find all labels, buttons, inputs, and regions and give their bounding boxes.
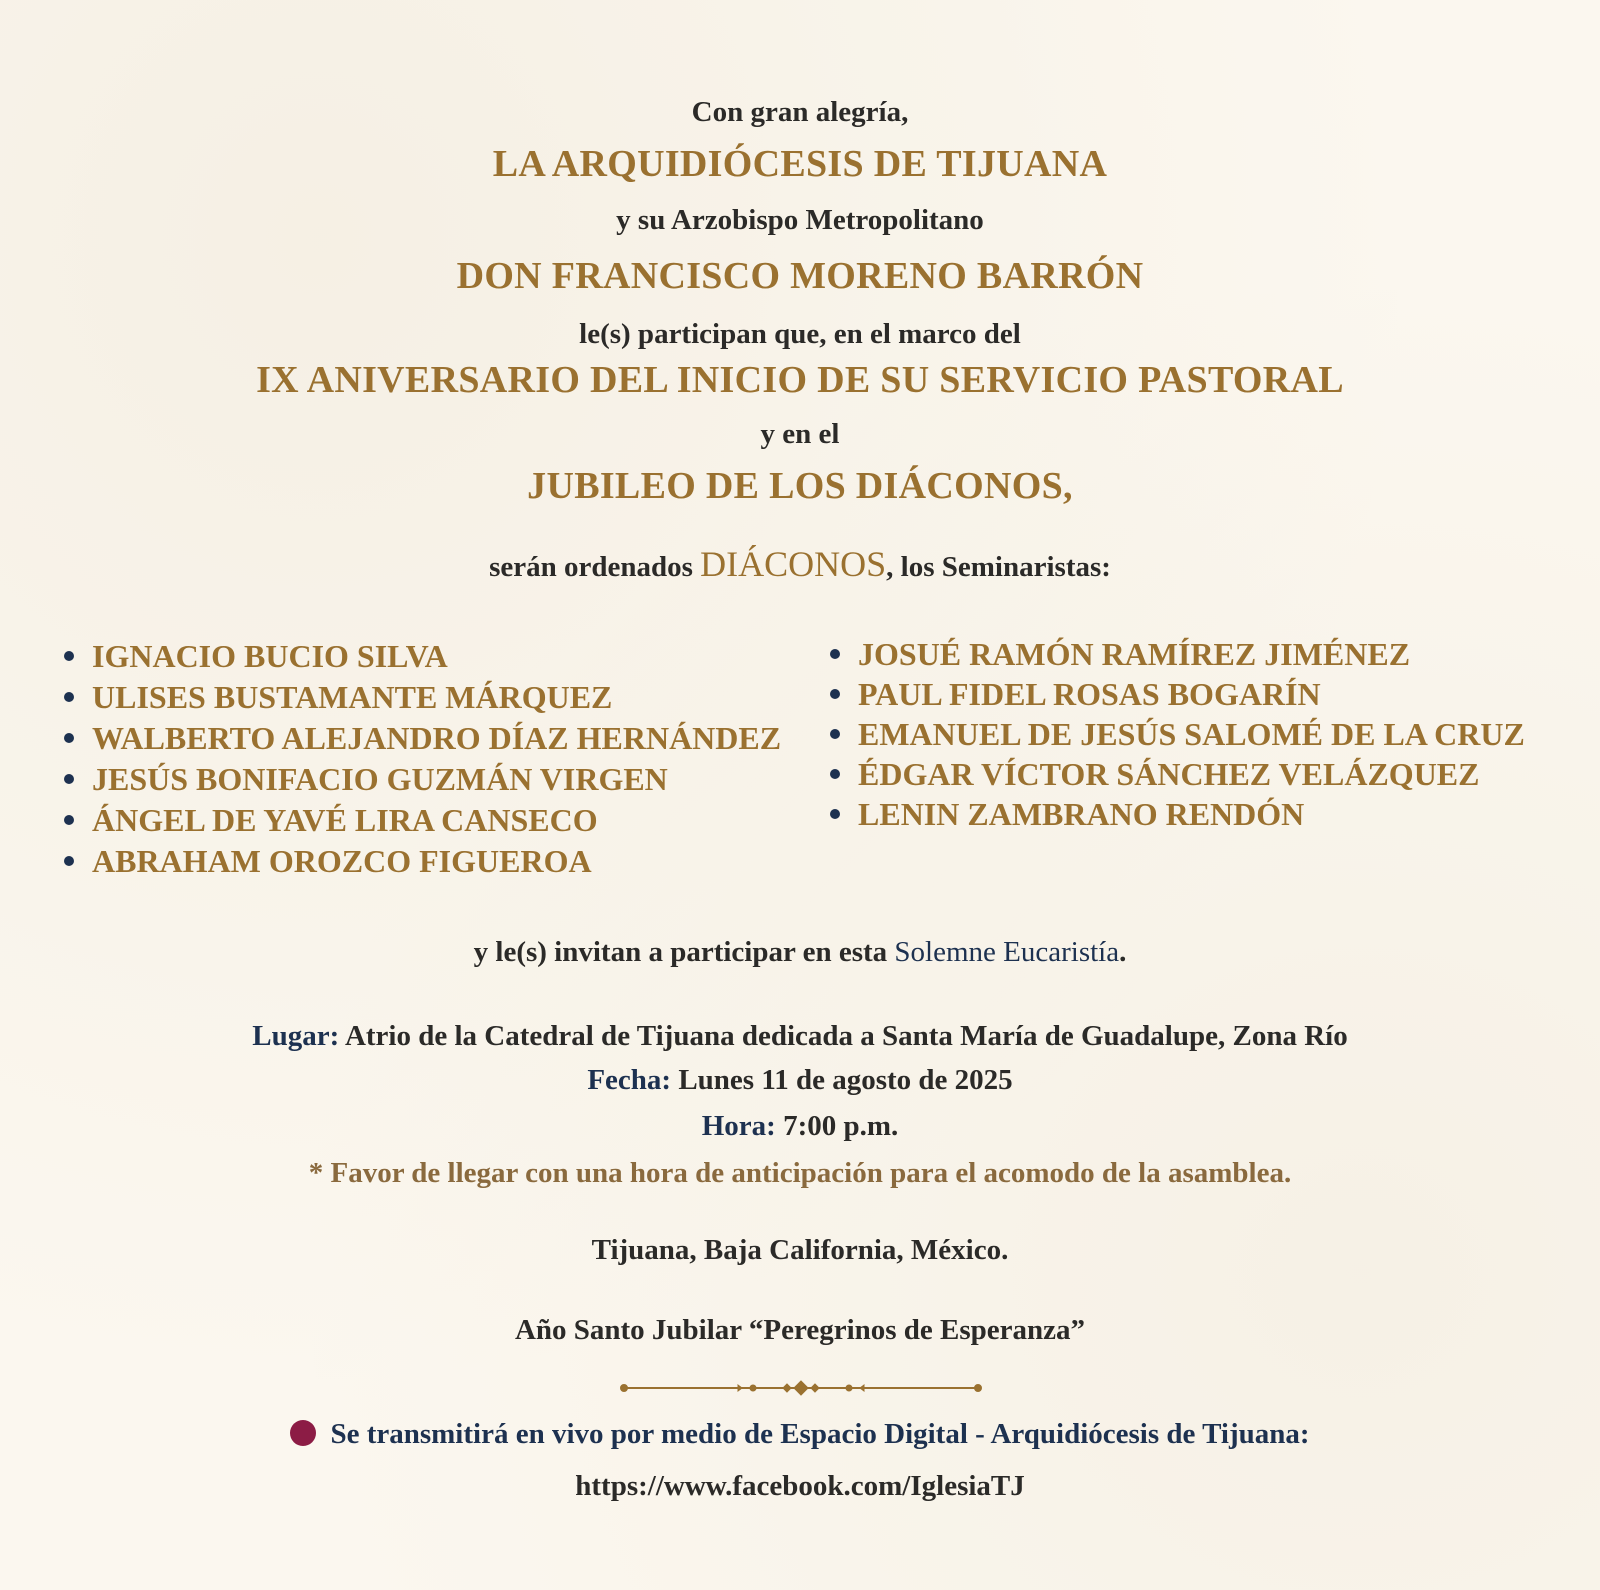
bullet-icon — [830, 729, 840, 739]
bullet-icon — [64, 733, 74, 743]
broadcast-line — [0, 1418, 1600, 1451]
seminarian-item — [64, 759, 781, 800]
bullet-icon — [64, 651, 74, 661]
place-value: Atrio de la Catedral de Tijuana dedicada a Santa María de Guadalupe, Zona Río — [339, 1020, 1348, 1052]
seminarian-name: WALBERTO ALEJANDRO DÍAZ HERNÁNDEZ — [92, 720, 782, 756]
arrival-note: * Favor de llegar con una hora de anticipación para el acomodo de la asamblea. — [308, 1157, 1292, 1189]
intro-line: Con gran alegría, — [691, 96, 909, 128]
date-value: Lunes 11 de agosto de 2025 — [671, 1064, 1013, 1096]
bullet-icon — [830, 649, 840, 659]
bullet-icon — [64, 856, 74, 866]
seminarian-name: EMANUEL DE JESÚS SALOMÉ DE LA CRUZ — [858, 716, 1525, 752]
place-label: Lugar: — [252, 1020, 340, 1052]
invitation-highlight: Solemne Eucaristía — [894, 936, 1120, 968]
time-label: Hora: — [701, 1110, 776, 1142]
time-value: 7:00 p.m. — [775, 1110, 899, 1142]
date-line — [0, 1064, 1600, 1097]
bullet-icon — [830, 809, 840, 819]
invitation-line — [0, 936, 1600, 969]
ornament-divider-icon — [620, 1378, 982, 1398]
date-label: Fecha: — [587, 1064, 672, 1096]
seminarian-item — [64, 800, 781, 841]
seminarian-item — [830, 714, 1525, 754]
archbishop-name: DON FRANCISCO MORENO BARRÓN — [456, 255, 1144, 297]
seminarian-name: ÉDGAR VÍCTOR SÁNCHEZ VELÁZQUEZ — [858, 756, 1480, 792]
jubilee-year-line: Año Santo Jubilar “Peregrinos de Esperanza” — [514, 1314, 1086, 1346]
seminarian-name: JOSUÉ RAMÓN RAMÍREZ JIMÉNEZ — [858, 636, 1411, 672]
seminarian-item — [64, 636, 781, 677]
seminarian-item — [830, 754, 1525, 794]
ordination-suffix: , los Seminaristas: — [886, 551, 1111, 583]
archdiocese-title: LA ARQUIDIÓCESIS DE TIJUANA — [492, 143, 1108, 185]
bullet-icon — [64, 815, 74, 825]
bullet-icon — [830, 689, 840, 699]
bullet-icon — [64, 774, 74, 784]
seminarians-list-left — [64, 636, 781, 882]
seminarian-name: PAUL FIDEL ROSAS BOGARÍN — [858, 676, 1321, 712]
seminarians-list-right — [830, 634, 1525, 834]
seminarian-item — [64, 841, 781, 882]
seminarian-item — [830, 634, 1525, 674]
time-line — [0, 1110, 1600, 1143]
ordination-prefix: serán ordenados — [489, 551, 701, 583]
seminarian-item — [830, 794, 1525, 834]
participation-line: le(s) participan que, en el marco del — [579, 318, 1021, 350]
ordination-line — [0, 543, 1600, 585]
seminarian-item — [64, 718, 781, 759]
invitation-suffix: . — [1119, 936, 1127, 968]
bullet-icon — [830, 769, 840, 779]
invitation-prefix: y le(s) invitan a participar en esta — [473, 936, 895, 968]
bullet-icon — [64, 692, 74, 702]
seminarian-name: LENIN ZAMBRANO RENDÓN — [858, 796, 1305, 832]
anniversary-title: IX ANIVERSARIO DEL INICIO DE SU SERVICIO PASTORAL — [256, 359, 1344, 401]
place-line — [0, 1020, 1600, 1053]
broadcast-url[interactable]: https://www.facebook.com/IglesiaTJ — [575, 1470, 1025, 1502]
archbishop-intro: y su Arzobispo Metropolitano — [616, 204, 984, 236]
seminarian-name: JESÚS BONIFACIO GUZMÁN VIRGEN — [92, 761, 668, 797]
seminarian-name: ULISES BUSTAMANTE MÁRQUEZ — [92, 679, 613, 715]
seminarian-name: ABRAHAM OROZCO FIGUEROA — [92, 843, 592, 879]
jubilee-title: JUBILEO DE LOS DIÁCONOS, — [527, 465, 1073, 507]
live-dot-icon — [290, 1420, 316, 1446]
ordination-highlight: DIÁCONOS — [700, 544, 887, 584]
seminarian-item — [830, 674, 1525, 714]
seminarian-item — [64, 677, 781, 718]
seminarian-name: ÁNGEL DE YAVÉ LIRA CANSECO — [92, 802, 598, 838]
location-line: Tijuana, Baja California, México. — [591, 1234, 1009, 1266]
seminarian-name: IGNACIO BUCIO SILVA — [92, 638, 448, 674]
and-in-line: y en el — [760, 418, 840, 450]
broadcast-text: Se transmitirá en vivo por medio de Espacio Digital - Arquidiócesis de Tijuana: — [330, 1418, 1310, 1450]
